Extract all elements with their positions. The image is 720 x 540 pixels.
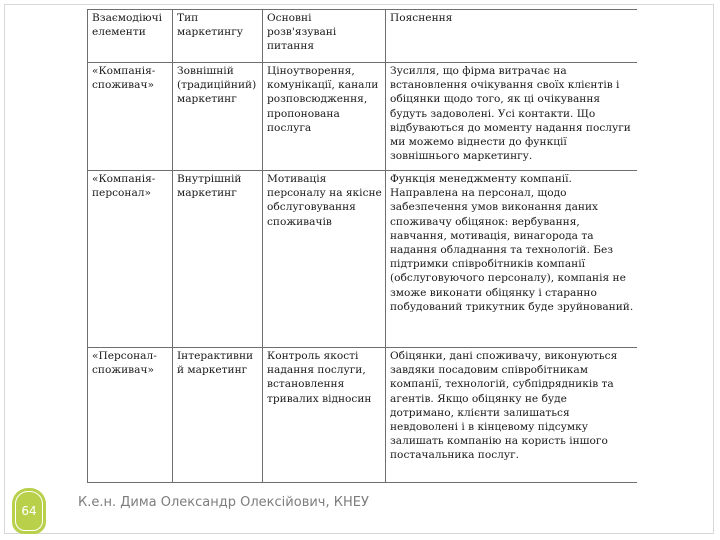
cell-explanation: Зусилля, що фірма витрачає на встановлення очікування своїх клієнтів і обіцянки щодо того, як ці очікування будуть задоволені. Усі контакти. Що відбуваються до моменту надання послуги ми можемо віднести до функції зовнішнього маркетингу. xyxy=(386,63,638,171)
table-row xyxy=(88,348,638,483)
page-number-badge xyxy=(12,488,46,534)
cell-type: Інтерактивний маркетинг xyxy=(173,348,263,483)
author-footer: К.е.н. Дима Олександр Олексійович, КНЕУ xyxy=(78,494,378,511)
cell-issues: Мотивація персоналу на якісне обслуговування споживачів xyxy=(263,171,386,348)
header-cell-elements: Взаємодіючі елементи xyxy=(88,10,173,63)
header-cell-type: Тип маркетингу xyxy=(173,10,263,63)
cell-elements: «Персонал-споживач» xyxy=(88,348,173,483)
cell-type: Внутрішній маркетинг xyxy=(173,171,263,348)
cell-type: Зовнішній (традиційний) маркетинг xyxy=(173,63,263,171)
header-cell-issues: Основні розв'язувані питання xyxy=(263,10,386,63)
cell-explanation: Обіцянки, дані споживачу, виконуються завдяки посадовим співробітникам компанії, технологій, субпідрядників та агентів. Якщо обіцянку не буде дотримано, клієнти залишаться невдоволені і в кінцевому підсумку залишать компанію на користь іншого постачальника послуг. xyxy=(386,348,638,483)
header-cell-explanation: Пояснення xyxy=(386,10,638,63)
cell-elements: «Компанія-персонал» xyxy=(88,171,173,348)
table-header-row xyxy=(88,10,638,63)
cell-issues: Контроль якості надання послуги, встановлення тривалих відносин xyxy=(263,348,386,483)
marketing-table xyxy=(87,9,637,483)
cell-elements: «Компанія-споживач» xyxy=(88,63,173,171)
cell-issues: Ціноутворення, комунікації, канали розповсюдження, пропонована послуга xyxy=(263,63,386,171)
cell-explanation: Функція менеджменту компанії. Направлена на персонал, щодо забезпечення умов виконання даних споживачу обіцянок: вербування, навчання, мотивація, винагорода та надання обладнання та технологій. Без підтримки співробітників компанії (обслуговуючого персоналу), компанія не зможе виконати обіцянку і старанно побудований трикутник буде зруйнований. xyxy=(386,171,638,348)
marketing-table-container xyxy=(87,9,637,495)
table-row xyxy=(88,63,638,171)
table-row xyxy=(88,171,638,348)
page-number: 64 xyxy=(15,491,43,531)
